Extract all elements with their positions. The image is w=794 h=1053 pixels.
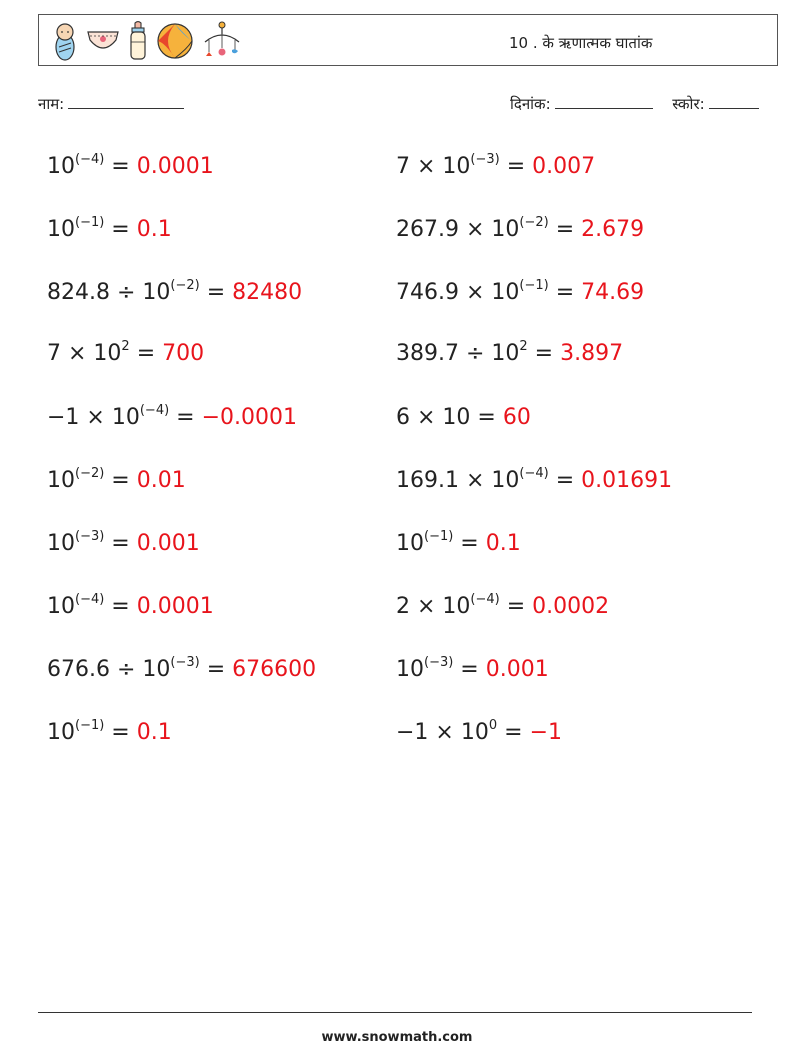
score-label: स्कोर: [672,95,705,113]
problem-3: $10^{(-1)} = 0.1$ [47,215,172,242]
problem-8: $389.7 \div 10^2 = 3.897$ [396,339,624,366]
answer: 0.001 [485,657,549,682]
answer: 0.01 [136,468,186,493]
problem-6: $746.9 \times 10^{(-1)} = 74.69$ [396,278,645,305]
footer-url[interactable]: www.snowmath.com [321,1030,473,1045]
problem-18: $10^{(-3)} = 0.001$ [396,655,549,682]
answer: 0.001 [136,531,200,556]
answer: 0.1 [136,217,172,242]
answer: 2.679 [581,217,645,242]
problem-13: $10^{(-3)} = 0.001$ [47,529,200,556]
answer: 0.1 [485,531,521,556]
date-label: दिनांक: [510,95,551,113]
answer: 0.0001 [136,154,214,179]
problem-14: $10^{(-1)} = 0.1$ [396,529,521,556]
answer: 60 [502,405,531,430]
footer-divider [38,1012,752,1013]
answer: 0.007 [532,154,596,179]
answer: 700 [162,341,205,366]
answer: −0.0001 [201,405,298,430]
worksheet-title: 10 . के ऋणात्मक घातांक [509,34,653,52]
problem-12: $169.1 \times 10^{(-4)} = 0.01691$ [396,466,673,493]
problem-20: $-1 \times 10^0 = -1$ [396,718,562,745]
problem-5: $824.8 \div 10^{(-2)} = 82480$ [47,278,303,305]
name-label: नाम: [38,95,65,113]
answer: 0.01691 [581,468,673,493]
answer: −1 [529,720,562,745]
answer: 3.897 [560,341,624,366]
answer: 0.1 [136,720,172,745]
problem-4: $267.9 \times 10^{(-2)} = 2.679$ [396,215,645,242]
answer: 82480 [232,280,303,305]
problem-16: $2 \times 10^{(-4)} = 0.0002$ [396,592,610,619]
problem-17: $676.6 \div 10^{(-3)} = 676600$ [47,655,317,682]
problem-7: $7 \times 10^2 = 700$ [47,339,205,366]
problem-11: $10^{(-2)} = 0.01$ [47,466,186,493]
problem-2: $7 \times 10^{(-3)} = 0.007$ [396,152,596,179]
problem-10: 6 × 10 = 60 [396,405,531,430]
answer: 74.69 [581,280,645,305]
problem-9: $-1 \times 10^{(-4)} = -0.0001$ [47,403,298,430]
answer: 676600 [232,657,317,682]
answer: 0.0001 [136,594,214,619]
problem-19: $10^{(-1)} = 0.1$ [47,718,172,745]
problem-1: $10^{(-4)} = 0.0001$ [47,152,214,179]
answer: 0.0002 [532,594,610,619]
problem-15: $10^{(-4)} = 0.0001$ [47,592,214,619]
